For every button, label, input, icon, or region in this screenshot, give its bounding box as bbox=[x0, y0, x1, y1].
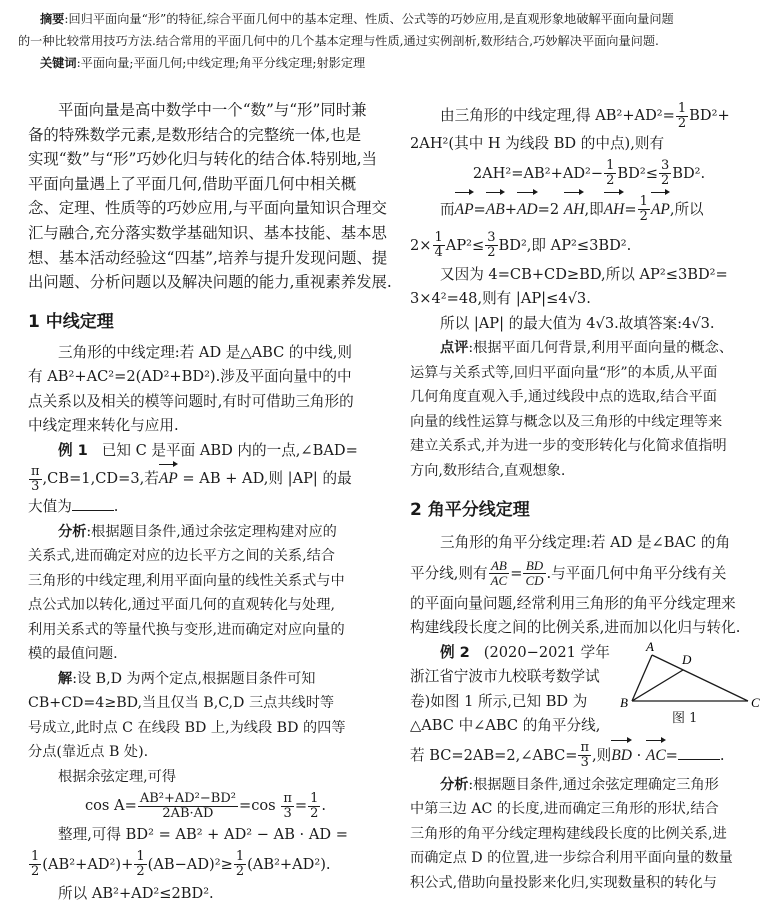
median-derivation-line-2: 2AH²(其中 H 为线段 BD 的中点),则有 bbox=[410, 135, 665, 152]
example-1-line-1 bbox=[28, 439, 383, 464]
conclusion-line: 所以 AB²+AD²≤2BD². bbox=[58, 884, 214, 902]
fraction-denominator: 2 bbox=[310, 805, 319, 821]
half-fraction bbox=[638, 195, 650, 224]
vector-AD: AD bbox=[517, 191, 538, 229]
comment-text: :根据平面几何背景,利用平面向量的概念、 bbox=[468, 340, 734, 356]
analysis-line bbox=[28, 520, 383, 545]
analysis-line: 而确定点 D 的位置,进一步综合利用平面向量的数量 bbox=[410, 850, 733, 866]
solution-1 bbox=[28, 667, 383, 790]
bisector-post: .与平面几何中角平分线有关 bbox=[546, 564, 727, 582]
analysis-text: :根据题目条件,通过余弦定理构建对应的 bbox=[86, 523, 337, 540]
intro-line: 备的特殊数学元素,是数形结合的完整统一体,也是 bbox=[28, 125, 361, 144]
bisector-line-2: 平分线,则有 $\frac{AB}{AC}$ = $\frac{BD}{CD}$ .与平面几何中角平分线有关 bbox=[410, 558, 727, 588]
vec-plus: + bbox=[504, 200, 517, 218]
comment-block bbox=[410, 336, 768, 483]
intro-line: 实现“数”与“形”巧妙化归与转化的结合体.特别地,当 bbox=[28, 150, 378, 169]
fraction-denominator: 2 bbox=[136, 864, 145, 880]
example-2-text: (2020−2021 学年 bbox=[483, 643, 610, 661]
three-halves-fraction bbox=[485, 231, 497, 260]
comment-label: 点评 bbox=[440, 340, 469, 356]
fraction-denominator: 2 bbox=[660, 173, 670, 188]
example-1-question: 大值为 bbox=[28, 498, 72, 516]
example-2-line: 卷)如图 1 所示,已知 BD 为 bbox=[410, 692, 588, 710]
figure-1-caption: 图 1 bbox=[672, 711, 698, 726]
ineq-part: (AB²+AD²)+ bbox=[42, 855, 134, 873]
comment-line: 运算与关系式等,回归平面向量“形”的本质,从平面 bbox=[410, 364, 718, 381]
theorem-line: 三角形的中线定理:若 AD 是△ABC 的中线,则 bbox=[58, 343, 352, 361]
label-A: A bbox=[646, 640, 654, 654]
vector-AP: AP bbox=[159, 463, 178, 495]
comment-line: 方向,数形结合,直观想象. bbox=[410, 462, 566, 479]
intro-line: 念、定理、性质等的巧妙应用,与平面向量知识合理交 bbox=[28, 199, 387, 218]
median-tail: BD²+ bbox=[689, 107, 730, 124]
fraction-numerator: 1 bbox=[639, 194, 648, 209]
fraction-numerator: π bbox=[283, 790, 292, 806]
example-2-line: 浙江省宁波市九校联考数学试 bbox=[410, 668, 600, 685]
bisector-BD bbox=[632, 670, 683, 701]
bisector-pre: 平分线,则有 bbox=[410, 564, 488, 582]
fraction-denominator: 2 bbox=[677, 115, 687, 131]
analysis-label: 分析 bbox=[58, 523, 87, 540]
answer-blank bbox=[678, 745, 720, 760]
line-2x bbox=[410, 229, 768, 263]
abstract-block bbox=[0, 8, 781, 74]
example-2-line: △ABC 中∠ABC 的角平分线, bbox=[410, 717, 601, 734]
fraction-denominator: 2AB·AD bbox=[162, 805, 214, 821]
keywords-text: :平面向量;平面几何;中线定理;角平分线定理;射影定理 bbox=[76, 56, 366, 70]
bd-over-cd-fraction bbox=[523, 559, 545, 588]
example-1-label: 例 1 bbox=[58, 441, 88, 459]
analysis-1 bbox=[28, 520, 383, 667]
solution-text: :设 B,D 为两个定点,根据题目条件可知 bbox=[72, 670, 316, 687]
eq-mid: BD²≤ bbox=[617, 164, 658, 182]
fraction-numerator: π bbox=[580, 740, 590, 755]
equation-2AH bbox=[410, 157, 768, 191]
three-halves-fraction bbox=[659, 159, 671, 188]
half-fraction bbox=[234, 850, 246, 879]
cos-mid: =cos bbox=[238, 797, 276, 815]
answer-blank bbox=[72, 496, 114, 511]
half-fraction bbox=[308, 792, 320, 821]
analysis-text: :根据题目条件,通过余弦定理确定三角形 bbox=[468, 776, 719, 793]
right-column bbox=[410, 100, 768, 895]
side-AC bbox=[652, 655, 748, 701]
example-2-cond: 若 BC=2AB=2,∠ABC= bbox=[410, 746, 578, 764]
keywords-line bbox=[0, 52, 781, 74]
example-1-equation: = AB + AD,则 |AP| 的最 bbox=[182, 470, 352, 488]
solution-label: 解 bbox=[58, 670, 73, 687]
ab-over-ac-fraction bbox=[489, 559, 510, 588]
analysis-label: 分析 bbox=[440, 776, 469, 793]
solution-line: 号成立,此时点 C 在线段 BD 上,为线段 BD 的四等 bbox=[28, 719, 346, 736]
analysis-line: 利用关系式的等量代换与变形,进而确定对应向量的 bbox=[28, 621, 345, 638]
solution-line: CB+CD=4≥BD,当且仅当 B,C,D 三点共线时等 bbox=[28, 695, 335, 712]
fraction-numerator: 3 bbox=[660, 158, 670, 173]
solution-line bbox=[28, 667, 383, 692]
fraction-numerator: AB bbox=[489, 559, 510, 574]
fraction-denominator: 3 bbox=[283, 805, 292, 821]
fraction-numerator: 3 bbox=[487, 230, 496, 245]
vec-prefix: 而 bbox=[440, 200, 455, 218]
keywords-label: 关键词 bbox=[40, 56, 77, 70]
vector-AH: AH bbox=[564, 191, 585, 229]
ineq-part: (AB−AD)²≥ bbox=[147, 855, 233, 873]
theorem-line: 有 AB²+AC²=2(AD²+BD²).涉及平面向量中的中 bbox=[28, 368, 352, 386]
analysis-line: 三角形的中线定理,利用平面向量的线性关系式与中 bbox=[28, 572, 345, 589]
comment-line: 建立关系式,并为进一步的变形转化与化简求值指明 bbox=[410, 438, 727, 454]
fraction-numerator: 1 bbox=[31, 849, 40, 865]
equals-sign: = bbox=[665, 746, 678, 764]
intro-line: 平面向量是高中数学中一个“数”与“形”同时兼 bbox=[58, 101, 367, 119]
example-1-line-3: 大值为 . bbox=[28, 498, 119, 516]
vec-ji: ,即 bbox=[584, 200, 604, 218]
result-line: 3×4²=48,则有 |AP|≤4√3. bbox=[410, 290, 591, 307]
line-2x-prefix: 2× bbox=[410, 236, 432, 254]
vector-BD: BD bbox=[611, 739, 632, 773]
comment-line: 几何角度直观入手,通过线段中点的选取,结合平面 bbox=[410, 389, 717, 405]
example-1-conditions: ,CB=1,CD=3,若 bbox=[42, 470, 159, 488]
fraction-denominator: 2 bbox=[487, 245, 496, 260]
example-1-line-2 bbox=[28, 463, 383, 495]
analysis-line bbox=[410, 773, 768, 798]
fraction-denominator: 2 bbox=[31, 864, 40, 880]
cosine-equation: cos A= $\frac{\text{AB²+AD²−BD²}}{2AB\cdot AD}$ =cos $\frac{\pi}{3}$ = $\frac{1}{2}$ . bbox=[84, 790, 327, 821]
eq-tail: BD². bbox=[672, 164, 706, 182]
analysis-line: 中第三边 AC 的长度,进而确定三角形的形状,结合 bbox=[410, 801, 719, 817]
cos-fraction bbox=[138, 792, 238, 821]
fraction-denominator: 3 bbox=[580, 755, 589, 770]
half-fraction bbox=[134, 850, 146, 879]
vector-AP: AP bbox=[651, 191, 670, 229]
analysis-line: 模的最值问题. bbox=[28, 646, 118, 663]
label-D: D bbox=[682, 652, 692, 667]
arrange-line: 整理,可得 BD² = AB² + AD² − AB · AD = bbox=[58, 826, 348, 844]
fraction-numerator: 1 bbox=[235, 849, 245, 865]
fraction-denominator: 3 bbox=[31, 478, 40, 494]
analysis-line: 三角形的角平分线定理构建线段长度的比例关系,进 bbox=[410, 825, 727, 842]
theorem-line: 中线定理来转化与应用. bbox=[28, 417, 179, 435]
cos-lhs: cos A= bbox=[84, 797, 137, 815]
median-theorem-paragraph bbox=[28, 341, 383, 439]
vec-eq2: =2 bbox=[537, 200, 560, 218]
bisector-line-1: 三角形的角平分线定理:若 AD 是∠BAC 的角 bbox=[440, 534, 731, 551]
fraction-denominator: 2 bbox=[639, 209, 648, 224]
fraction-numerator: 1 bbox=[606, 158, 615, 173]
fraction-numerator: AB²+AD²−BD² bbox=[139, 790, 236, 806]
fraction-numerator: 1 bbox=[310, 790, 319, 806]
comment-line bbox=[410, 336, 768, 361]
fraction-numerator: 1 bbox=[136, 849, 145, 865]
median-text: 由三角形的中线定理,得 AB²+AD²= bbox=[440, 107, 675, 124]
example-1 bbox=[28, 439, 383, 520]
analysis-line: 关系式,进而确定对应的边长平方之间的关系,结合 bbox=[28, 548, 335, 565]
bisector-line-4: 构建线段长度之间的比例关系,进而加以化归与转化. bbox=[410, 619, 741, 636]
label-B: B bbox=[620, 695, 628, 710]
theorem-line: 点关系以及相关的模等问题时,有时可借助三角形的 bbox=[28, 392, 354, 410]
section-2-heading: 2 角平分线定理 bbox=[410, 500, 530, 520]
intro-line: 出问题、分析问题以及解决问题的能力,重视素养发展. bbox=[28, 273, 392, 292]
section-1-heading: 1 中线定理 bbox=[28, 311, 114, 332]
quarter-fraction bbox=[433, 231, 445, 260]
analysis-2 bbox=[410, 773, 768, 896]
comment-line: 向量的线性运算与概念以及三角形的中线定理等来 bbox=[410, 413, 723, 430]
line-2x-mid: AP²≤ bbox=[445, 236, 485, 254]
vector-AB: AB bbox=[486, 191, 505, 229]
ineq-part: (AB²+AD²). bbox=[247, 855, 331, 873]
bisector-line-3: 的平面向量问题,经常利用三角形的角平分线定理来 bbox=[410, 594, 736, 612]
max-line: 所以 |AP| 的最大值为 4√3.故填答案:4√3. bbox=[440, 314, 715, 332]
fraction-denominator: 2 bbox=[235, 864, 245, 880]
side-AB bbox=[632, 655, 652, 701]
median-derivation-line-1 bbox=[410, 100, 768, 132]
vector-AP: AP bbox=[455, 191, 474, 229]
fraction-numerator: 1 bbox=[434, 230, 443, 245]
fraction-numerator: 1 bbox=[677, 100, 687, 116]
half-fraction bbox=[29, 850, 41, 879]
intro-line: 汇与融合,充分落实数学基础知识、基本技能、基本思 bbox=[28, 223, 387, 242]
vector-equation-line bbox=[410, 191, 768, 229]
vec-eq: = bbox=[473, 200, 486, 218]
vec-tail: ,所以 bbox=[669, 200, 704, 218]
cosine-intro: 根据余弦定理,可得 bbox=[58, 768, 177, 785]
example-2-condition-line: 若 BC=2AB=2,∠ABC= $\frac{\pi}{3}$ ,则BD · AC= . bbox=[410, 739, 768, 773]
abstract-text-1: :回归平面向量“形”的特征,综合平面几何中的基本定理、性质、公式等的巧妙应用,是直观形象地破解平面向量问题 bbox=[64, 12, 674, 26]
analysis-line: 积公式,借助向量投影来化归,实现数量积的转化与 bbox=[410, 874, 717, 891]
left-column bbox=[28, 98, 392, 906]
pi-over-3-fraction bbox=[29, 465, 42, 494]
eq-lhs: 2AH²=AB²+AD²− bbox=[472, 164, 604, 182]
solution-line: 分点(靠近点 B 处). bbox=[28, 744, 149, 761]
vector-AC: AC bbox=[646, 739, 666, 773]
fraction-numerator: BD bbox=[523, 559, 545, 574]
fraction-denominator: CD bbox=[525, 573, 544, 588]
abstract-line-2: 的一种比较常用技巧方法.结合常用的平面几何中的几个基本定理与性质,通过实例剖析,数形结合,巧妙解决平面向量问题. bbox=[18, 34, 659, 48]
example-2-label: 例 2 bbox=[440, 643, 470, 661]
example-1-text: 已知 C 是平面 ABD 内的一点,∠BAD= bbox=[101, 441, 358, 459]
dot-operator: · bbox=[636, 746, 642, 764]
intro-paragraph bbox=[28, 98, 392, 295]
also-line: 又因为 4=CB+CD≥BD,所以 AP²≤3BD²= bbox=[440, 265, 728, 283]
label-C: C bbox=[751, 695, 760, 710]
pi-over-3-fraction bbox=[578, 741, 591, 770]
vec-eq3: = bbox=[624, 200, 637, 218]
abstract-label: 摘要 bbox=[40, 12, 65, 26]
half-fraction bbox=[604, 159, 616, 188]
analysis-line: 点公式加以转化,通过平面几何的直观转化与处理, bbox=[28, 597, 335, 614]
fraction-denominator: AC bbox=[490, 573, 508, 588]
fraction-denominator: 4 bbox=[434, 245, 443, 260]
half-fraction bbox=[676, 102, 688, 131]
abstract-line-1 bbox=[0, 8, 781, 30]
intro-line: 平面向量遇上了平面几何,借助平面几何中相关概 bbox=[28, 174, 357, 193]
inequality-line bbox=[28, 848, 383, 882]
line-2x-tail: BD²,即 AP²≤3BD². bbox=[498, 236, 632, 254]
vector-AH: AH bbox=[604, 191, 625, 229]
pi-over-3-fraction bbox=[281, 792, 294, 821]
fraction-numerator: π bbox=[31, 463, 40, 479]
example-2-tail: ,则 bbox=[592, 746, 612, 764]
intro-line: 想、基本活动经验这“四基”,培养与提升发现问题、提 bbox=[28, 248, 388, 267]
fraction-denominator: 2 bbox=[606, 173, 615, 188]
